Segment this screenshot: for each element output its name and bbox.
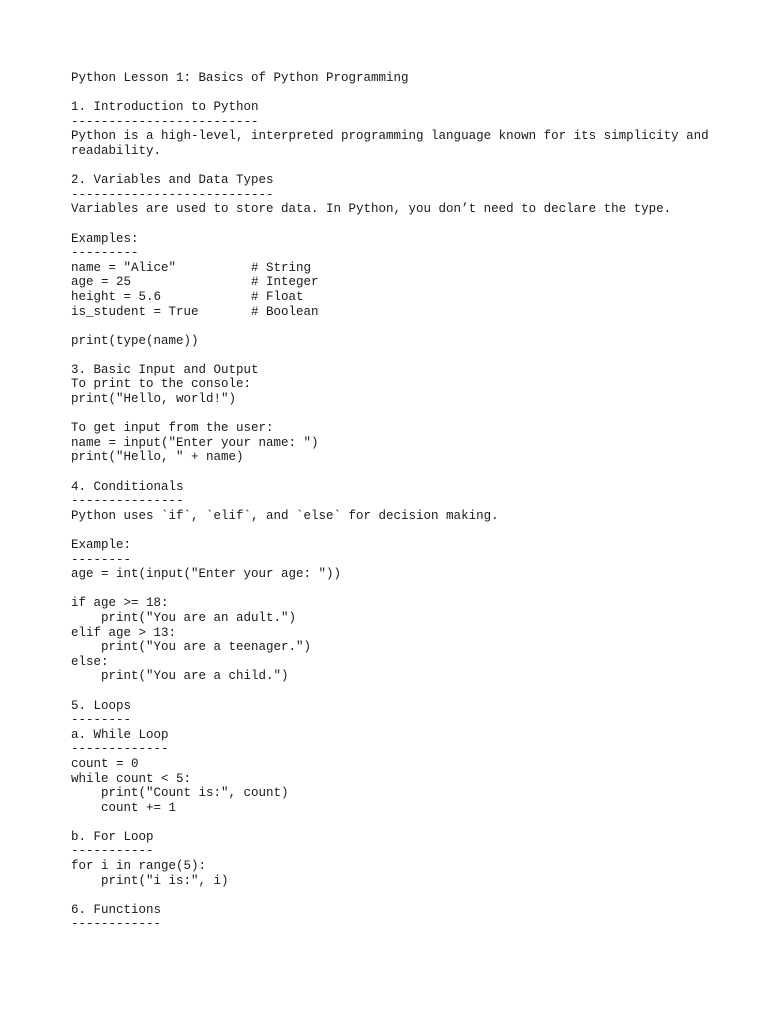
subheading-rule-for: ----------- <box>71 844 154 859</box>
variables-paragraph: Variables are used to store data. In Python, you don’t need to declare the type. <box>71 202 672 217</box>
code-line: count += 1 <box>71 800 177 815</box>
code-line: else: <box>71 654 109 669</box>
examples-rule: --------- <box>71 246 139 261</box>
section-heading-variables: 2. Variables and Data Types <box>71 173 274 188</box>
section-heading-loops: 5. Loops <box>71 698 132 713</box>
code-line: name = "Alice" # String <box>71 260 312 275</box>
section-heading-intro: 1. Introduction to Python <box>71 100 259 115</box>
conditionals-paragraph: Python uses `if`, `elif`, and `else` for decision making. <box>71 508 499 523</box>
io-text: To get input from the user: <box>71 421 274 436</box>
code-line: height = 5.6 # Float <box>71 289 304 304</box>
document-title: Python Lesson 1: Basics of Python Programming <box>71 71 409 85</box>
section-heading-io: 3. Basic Input and Output <box>71 362 259 377</box>
code-line: age = 25 # Integer <box>71 275 319 290</box>
subheading-while-loop: a. While Loop <box>71 727 169 742</box>
section-heading-functions: 6. Functions <box>71 902 162 917</box>
code-line: is_student = True # Boolean <box>71 304 319 319</box>
code-line: print("Count is:", count) <box>71 786 289 801</box>
code-line: print("You are a child.") <box>71 669 289 684</box>
code-line: for i in range(5): <box>71 859 207 874</box>
code-line: print("You are an adult.") <box>71 610 297 625</box>
section-rule-variables: --------------------------- <box>71 187 274 202</box>
subheading-for-loop: b. For Loop <box>71 829 154 844</box>
intro-paragraph: Python is a high-level, interpreted programming language known for its simplicity and readability. <box>71 129 709 158</box>
section-rule-intro: ------------------------- <box>71 114 259 129</box>
code-line: elif age > 13: <box>71 625 177 640</box>
example-label: Example: <box>71 538 132 552</box>
code-line: print(type(name)) <box>71 333 199 348</box>
examples-label: Examples: <box>71 231 139 246</box>
code-line: age = int(input("Enter your age: ")) <box>71 567 342 582</box>
code-line: print("You are a teenager.") <box>71 640 312 655</box>
code-line: name = input("Enter your name: ") <box>71 435 319 450</box>
code-line: print("Hello, world!") <box>71 392 237 407</box>
code-line: print("Hello, " + name) <box>71 450 244 465</box>
code-line: if age >= 18: <box>71 596 169 611</box>
subheading-rule-while: ------------- <box>71 742 169 757</box>
example-rule: -------- <box>71 552 132 567</box>
section-heading-conditionals: 4. Conditionals <box>71 479 184 494</box>
section-rule-loops: -------- <box>71 713 132 728</box>
document-page <box>71 71 751 932</box>
section-rule-functions: ------------ <box>71 917 162 932</box>
code-line: while count < 5: <box>71 771 192 786</box>
io-text: To print to the console: <box>71 377 252 392</box>
code-line: count = 0 <box>71 756 139 771</box>
section-rule-conditionals: --------------- <box>71 494 184 509</box>
code-line: print("i is:", i) <box>71 873 229 888</box>
